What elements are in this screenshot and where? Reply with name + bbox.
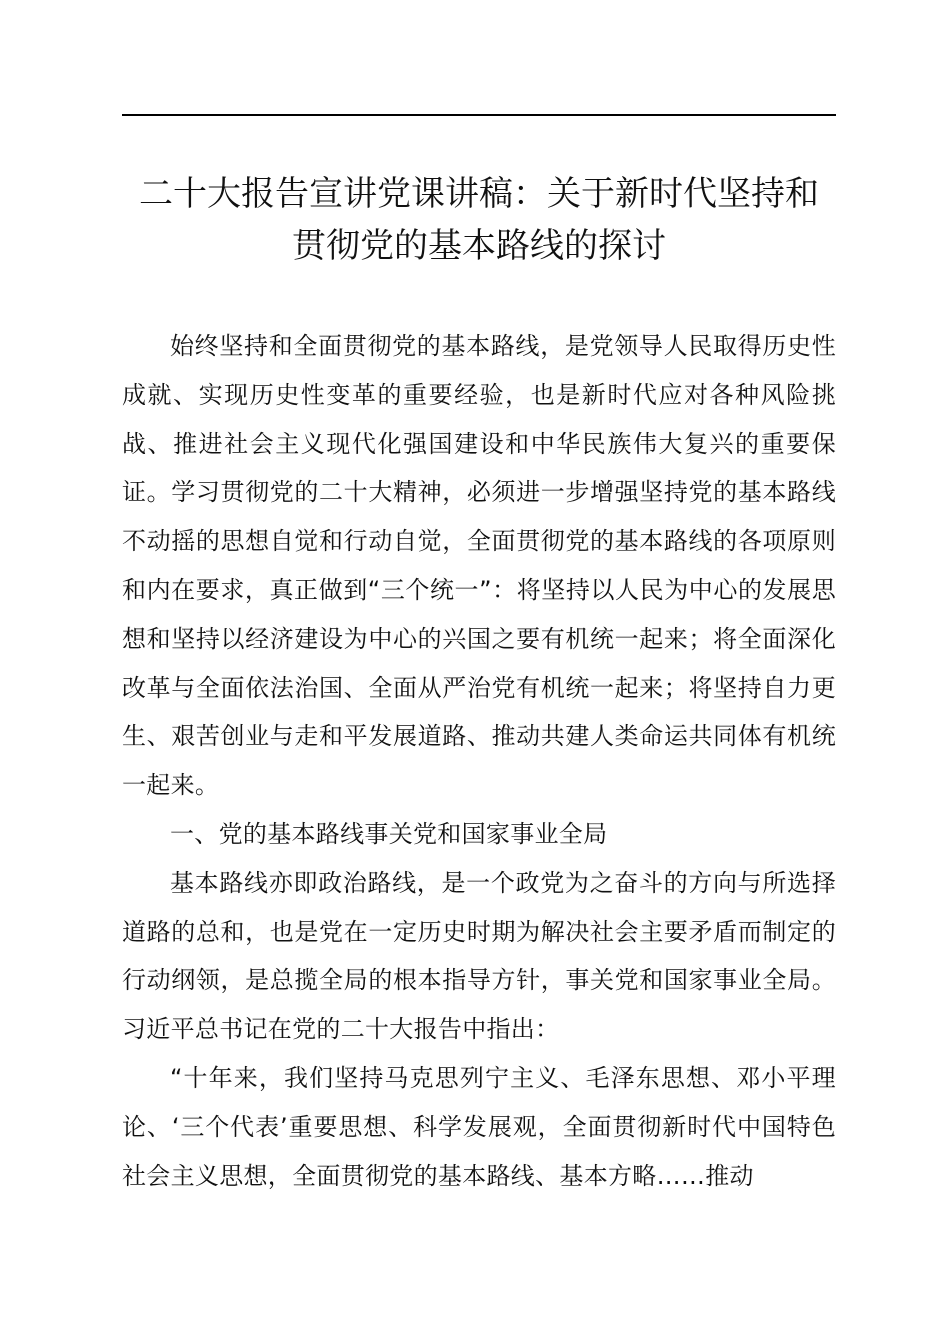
paragraph-quote: “十年来，我们坚持马克思列宁主义、毛泽东思想、邓小平理论、‘三个代表’重要思想、科学发展观，全面贯彻新时代中国特色社会主义思想，全面贯彻党的基本路线、基本方略……推动 (122, 1063, 836, 1190)
section-heading-1: 一、党的基本路线事关党和国家事业全局 (170, 819, 608, 848)
paragraph-basic-line: 基本路线亦即政治路线，是一个政党为之奋斗的方向与所选择道路的总和，也是党在一定历史时期为解决社会主要矛盾而制定的行动纲领，是总揽全局的根本指导方针，事关党和国家事业全局。习近平总书记在党的二十大报告中指出： (122, 868, 836, 1044)
header-rule (122, 114, 836, 116)
title-line-1: 二十大报告宣讲党课讲稿：关于新时代坚持和 (139, 174, 819, 214)
document-title (112, 168, 846, 272)
title-line-2: 贯彻党的基本路线的探讨 (292, 226, 666, 266)
paragraph-intro: 始终坚持和全面贯彻党的基本路线，是党领导人民取得历史性成就、实现历史性变革的重要经验，也是新时代应对各种风险挑战、推进社会主义现代化强国建设和中华民族伟大复兴的重要保证。学习贯彻党的二十大精神，必须进一步增强坚持党的基本路线不动摇的思想自觉和行动自觉，全面贯彻党的基本路线的各项原则和内在要求，真正做到“三个统一”：将坚持以人民为中心的发展思想和坚持以经济建设为中心的兴国之要有机统一起来；将全面深化改革与全面依法治国、全面从严治党有机统一起来；将坚持自力更生、艰苦创业与走和平发展道路、推动共建人类命运共同体有机统一起来。 (122, 332, 836, 800)
document-body (122, 322, 836, 1200)
